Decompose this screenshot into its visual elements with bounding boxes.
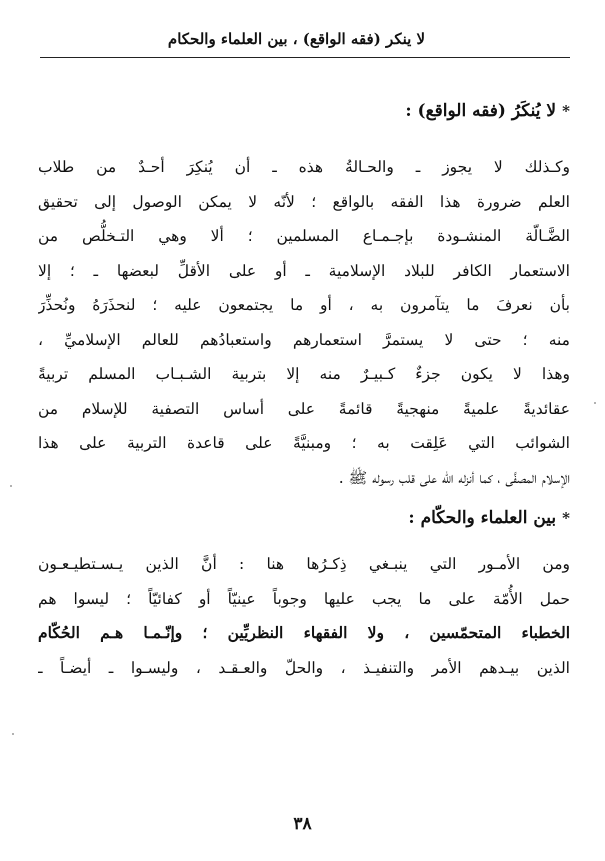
paragraph-line: وهذا لا يكون جزءٌ كـبيـرٌ منه إلا بتربية الشـبـاب المسلم تربيةً — [38, 365, 570, 383]
paragraph-line: حمل الأُمّة على ما يجب عليها وجوباً عينيّاً أو كفائيّاً ؛ ليسوا هم — [38, 589, 570, 608]
page-body — [38, 94, 570, 685]
asterisk-bullet-icon: * — [562, 102, 570, 120]
paragraph-line: الضَّـالّة المنشـودة بإجـمـاع المسلمين ؛ ألا وهي التـخلُّص من — [38, 227, 570, 245]
paragraph-line: الذين بيـدهم الأمر والتنفيـذ ، والحلّ والعـقـد ، وليسـوا ـ أيضـاً ـ — [38, 658, 570, 677]
scan-speck — [594, 402, 596, 404]
paragraph-line: ومن الأمـور التي ينبـغي ذِكـرُها هنا : أنَّ الذين يـسـتطيـعـون — [38, 555, 570, 573]
section-heading-text: لا يُنكَرُ (فقه الواقع) : — [405, 101, 557, 121]
paragraph-line: وكـذلك لا يجوز ـ والحـالةُ هذه ـ أن يُنكِرَ أحـدٌ من طلاب — [38, 158, 570, 176]
scan-speck — [10, 485, 12, 487]
header-rule — [40, 57, 570, 58]
page-number: ٣٨ — [293, 814, 312, 834]
section-heading-text: بين العلماء والحكّام : — [408, 508, 557, 528]
paragraph-line: بأن نعرفَ ما يتآمرون به ، أو ما يجتمعون عليه ؛ لنحذَرَهُ ونُحذِّرَ — [38, 296, 570, 314]
paragraph-line: عقائديةً علميةً منهجيةً قائمةً على أساس التصفية للإسلام من — [38, 399, 570, 418]
paragraph-line: الإسلام المصفَّى ، كما أنزله الله على قلب رسوله ﷺ . — [338, 468, 570, 487]
paragraph-line: الخطباء المتحمّسين ، ولا الفقهاء النظريِّين ؛ وإنّـمـا هـم الحُكّام — [38, 623, 570, 642]
section-heading-scholars-and-rulers — [38, 501, 570, 535]
running-header: لا ينكر (فقه الواقع) ، بين العلماء والحكام — [167, 30, 426, 48]
paragraph-line: منه ؛ حتى لا يستمرَّ استعمارهم واستعبادُهم للعالم الإسلاميِّ ، — [38, 330, 570, 349]
section-heading-fiqh-al-waqi — [38, 94, 570, 128]
scan-speck — [12, 733, 14, 735]
paragraph-line: العلم ضرورة هذا الفقه بالواقع ؛ لأنّه لا يمكن الوصول إلى تحقيق — [38, 192, 570, 211]
paragraph-line: الاستعمار الكافر للبلاد الإسلامية ـ أو على الأقلِّ لبعضها ـ ؛ إلا — [38, 261, 570, 280]
paragraph-line: الشوائب التي عَلِقت به ؛ ومبنيَّةً على قاعدة التربية على هذا — [38, 434, 570, 452]
asterisk-bullet-icon: * — [562, 509, 570, 527]
